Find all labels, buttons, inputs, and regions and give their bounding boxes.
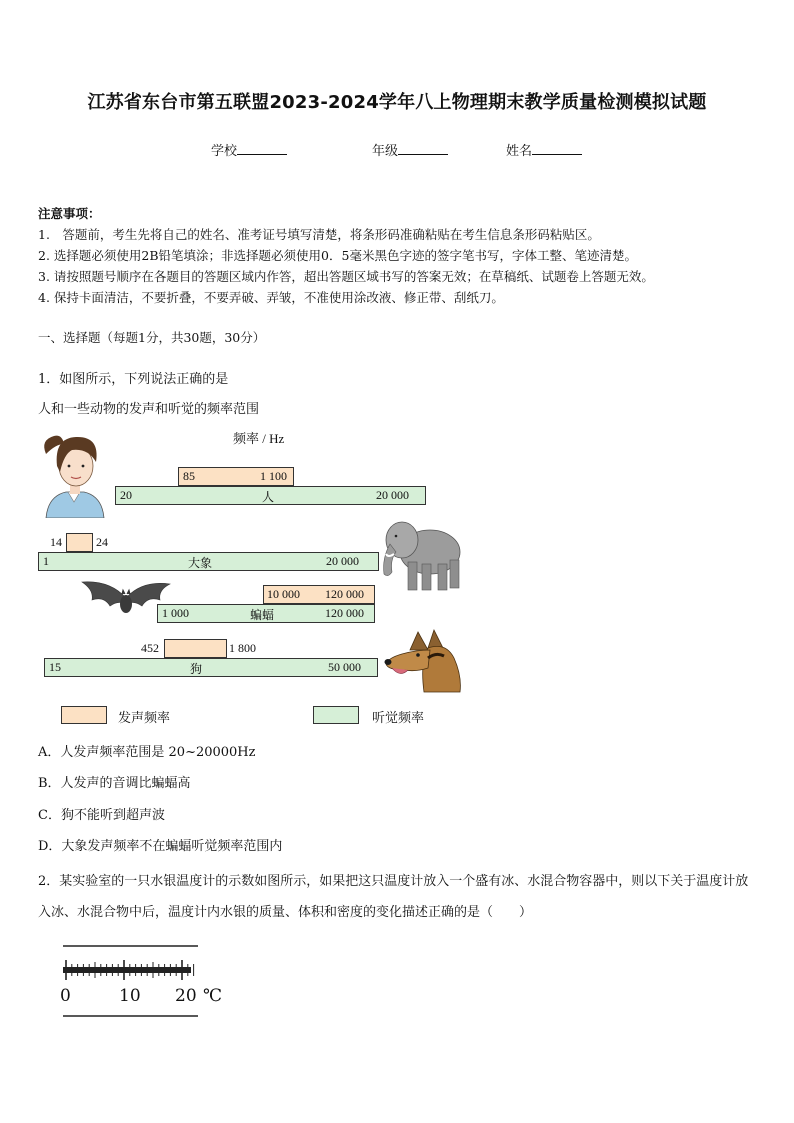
note-item: 3. 请按照题号顺序在各题目的答题区域内作答，超出答题区域书写的答案无效；在草稿纸、试题卷上答题无效。 [38, 269, 654, 284]
bat-voice-high: 120 000 [325, 587, 364, 601]
bat-voice-low: 10 000 [267, 587, 300, 601]
dog-voice-high: 1 800 [229, 641, 256, 655]
scale-unit: ℃ [203, 986, 223, 1006]
grade-field [372, 140, 448, 159]
person-voice-low: 85 [183, 469, 195, 483]
option-b: B．人发声的音调比蝙蝠高 [38, 776, 191, 791]
question-2-stem: 2．某实验室的一只水银温度计的示数如图所示，如果把这只温度计放入一个盛有冰、水混合物容器中，则以下关于温度计放入冰、水混合物中后，温度计内水银的质量、体积和密度的变化描述正确的是（ ） [38, 874, 749, 920]
name-blank [532, 142, 582, 155]
elephant-voice-low: 14 [50, 535, 62, 549]
option-c: C．狗不能听到超声波 [38, 808, 165, 823]
page-title: 江苏省东台市第五联盟2023-2024学年八上物理期末教学质量检测模拟试题 [87, 92, 707, 113]
bat-hear-high: 120 000 [325, 606, 364, 620]
note-item: 1. 答题前，考生先将自己的姓名、准考证号填写清楚，将条形码准确粘贴在考生信息条形码粘贴区。 [38, 227, 600, 242]
dog-voice-low: 452 [141, 641, 159, 655]
question-1-stem: 1．如图所示，下列说法正确的是 [38, 372, 229, 387]
bat-name: 蝙蝠 [250, 608, 275, 622]
school-blank [237, 142, 287, 155]
note-item: 4. 保持卡面清洁，不要折叠，不要弄破、弄皱，不准使用涂改液、修正带、刮纸刀。 [38, 290, 504, 305]
elephant-name: 大象 [188, 556, 213, 570]
elephant-voice-bar [66, 533, 93, 552]
scale-label-10: 10 [119, 986, 141, 1006]
name-label: 姓名 [506, 144, 533, 159]
legend-voice-swatch [61, 706, 107, 724]
dog-voice-bar [164, 639, 227, 658]
notes-heading: 注意事项： [38, 206, 101, 221]
thermometer-scale [58, 940, 258, 1022]
elephant-voice-high: 24 [96, 535, 108, 549]
legend-hear-label: 听觉频率 [372, 711, 425, 726]
axis-label: 频率 / Hz [233, 431, 285, 446]
dog-hear-high: 50 000 [328, 660, 361, 674]
dog-illustration [384, 628, 462, 694]
grade-blank [398, 142, 448, 155]
question-1-caption: 人和一些动物的发声和听觉的频率范围 [38, 402, 260, 417]
legend-voice-label: 发声频率 [118, 711, 171, 726]
elephant-illustration [378, 514, 464, 596]
bat-hear-low: 1 000 [162, 606, 189, 620]
notes-block [38, 203, 654, 308]
school-label: 学校 [211, 144, 238, 159]
scale-label-0: 0 [60, 986, 71, 1006]
note-item: 2. 选择题必须使用2B铅笔填涂；非选择题必须使用0．5毫米黑色字迹的签字笔书写，字体工整、笔迹清楚。 [38, 248, 637, 263]
scale-label-20: 20 [175, 986, 197, 1006]
person-illustration [38, 432, 110, 518]
name-field [506, 140, 582, 159]
section-heading: 一、选择题（每题1分，共30题，30分） [38, 330, 266, 345]
person-hear-low: 20 [120, 488, 132, 502]
dog-name: 狗 [190, 662, 203, 676]
person-name: 人 [262, 490, 275, 504]
grade-label: 年级 [372, 144, 399, 159]
elephant-hear-low: 1 [43, 554, 49, 568]
person-hear-high: 20 000 [376, 488, 409, 502]
person-voice-high: 1 100 [260, 469, 287, 483]
school-field [211, 140, 287, 159]
legend-hear-swatch [313, 706, 359, 724]
dog-hear-low: 15 [49, 660, 61, 674]
elephant-hear-high: 20 000 [326, 554, 359, 568]
option-a: A．人发声频率范围是 20~20000Hz [38, 745, 256, 760]
option-d: D．大象发声频率不在蝙蝠听觉频率范围内 [38, 839, 283, 854]
